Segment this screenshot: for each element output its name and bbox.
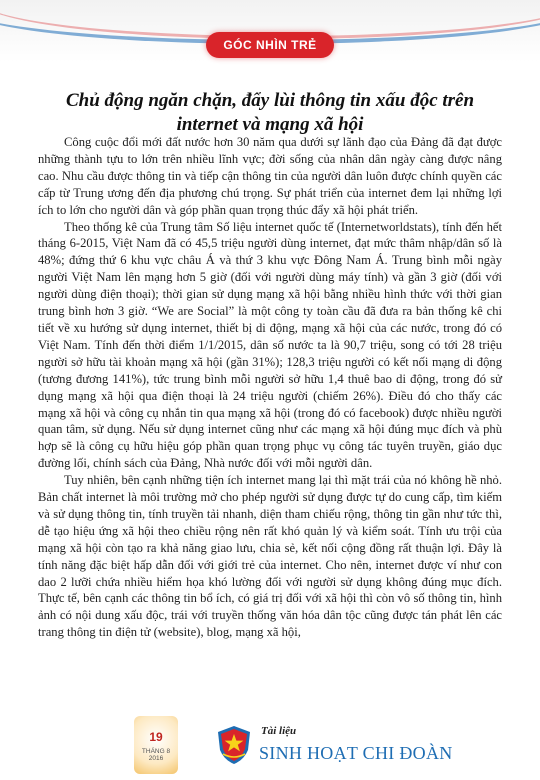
article-paragraph: Theo thống kê của Trung tâm Số liệu internet quốc tế (Internetworldstats), tính đến hết tháng 6-2015, Việt Nam đã có 45,5 triệu người dùng internet, đạt mức thâm nhập/dân số là 48%; đứng thứ 6 khu vực châu Á và thứ 3 khu vực Đông Nam Á. Trung bình mỗi ngày người Việt Nam lên mạng hơn 5 giờ (đối với người dùng máy tính) và gần 3 giờ (đối với người dùng điện thoại); thời gian sử dụng mạng xã hội bằng nhiều hình thức với thời gian trung bình hơn 3 giờ. “We are Social” là một công ty toàn cầu đã đưa ra bản thống kê chi tiết về xu hướng sử dụng internet, thiết bị di động, mạng xã hội của các nước, trong đó có Việt Nam. Tính đến thời điểm 1/1/2015, dân số nước ta là 90,7 triệu, song có tới 28 triệu người sở hữu tài khoản mạng xã hội (gần 31%); 128,3 triệu người có kết nối mạng di động (tương đương 141%), tức trung bình mỗi người sở hữu 1,4 thuê bao di động, trong đó sử dụng mạng xã hội qua điện thoại là 24 triệu người (chiếm 26%). Điều đó cho thấy các mạng xã hội và công cụ nhắn tin qua mạng xã hội (trong đó có facebook) được nhiều người quan tâm, sử dụng. Nếu sử dụng internet cũng như các mạng xã hội đúng mục đích và phù hợp sẽ là công cụ hữu hiệu góp phần quan trọng phục vụ công tác tuyên truyền, giáo dục đường lối, chính sách của Đảng, Nhà nước đối với mỗi người dân. [38,219,502,471]
page-number: 19 [149,730,163,744]
article-title: Chủ động ngăn chặn, đẩy lùi thông tin xấu độc trên internet và mạng xã hội [65,89,475,135]
page-badge [134,716,178,774]
issue-month: THÁNG 8 [141,748,171,755]
article-body [38,134,502,641]
magazine-name: SINH HOẠT CHI ĐOÀN [259,743,453,763]
youth-union-emblem-icon [214,724,254,766]
issue-year: 2016 [148,755,164,762]
article-paragraph: Công cuộc đổi mới đất nước hơn 30 năm qua dưới sự lãnh đạo của Đảng đã đạt được những thành tựu to lớn trên nhiều lĩnh vực; đời sống của nhân dân ngày càng được nâng cao. Nhu cầu được thông tin và tiếp cận thông tin của người dân luôn được chính quyền các cấp từ Trung ương đến địa phương chú trọng. Sự phát triển của internet đem lại những lợi ích to lớn cho người dân và góp phần quan trọng thúc đẩy xã hội phát triển. [38,135,502,217]
article-paragraph: Tuy nhiên, bên cạnh những tiện ích internet mang lại thì mặt trái của nó không hề nhỏ. Bản chất internet là môi trường mở cho phép người sử dụng được tự do cung cấp, tìm kiếm và sử dụng thông tin, tính truyền tải nhanh, diện tham chiếu rộng, thông tin gần như tức thì, dễ tạo hiệu ứng xã hội theo chiều rộng nên rất khó quản lý và kiểm soát. Tính ưu trội của mạng xã hội còn tạo ra khả năng giao lưu, chia sẻ, kết nối cộng đồng rất thuận lợi. Đây là tính năng đặc biệt hấp dẫn đối với giới trẻ của internet. Cho nên, internet được ví như con dao 2 lưỡi chứa nhiều hiểm họa khó lường đối với người sử dụng không đúng mục đích. Thực tế, bên cạnh các thông tin bổ ích, có giá trị đối với xã hội thì còn vô số thông tin, hình ảnh có nội dung xấu độc, trái với truyền thống văn hóa dân tộc cũng được tán phát lên các trang thông tin điện tử (website), blog, mạng xã hội, [38,473,502,640]
section-label: GÓC NHÌN TRẺ [206,32,334,58]
magazine-prefix: Tài liệu [261,725,297,737]
